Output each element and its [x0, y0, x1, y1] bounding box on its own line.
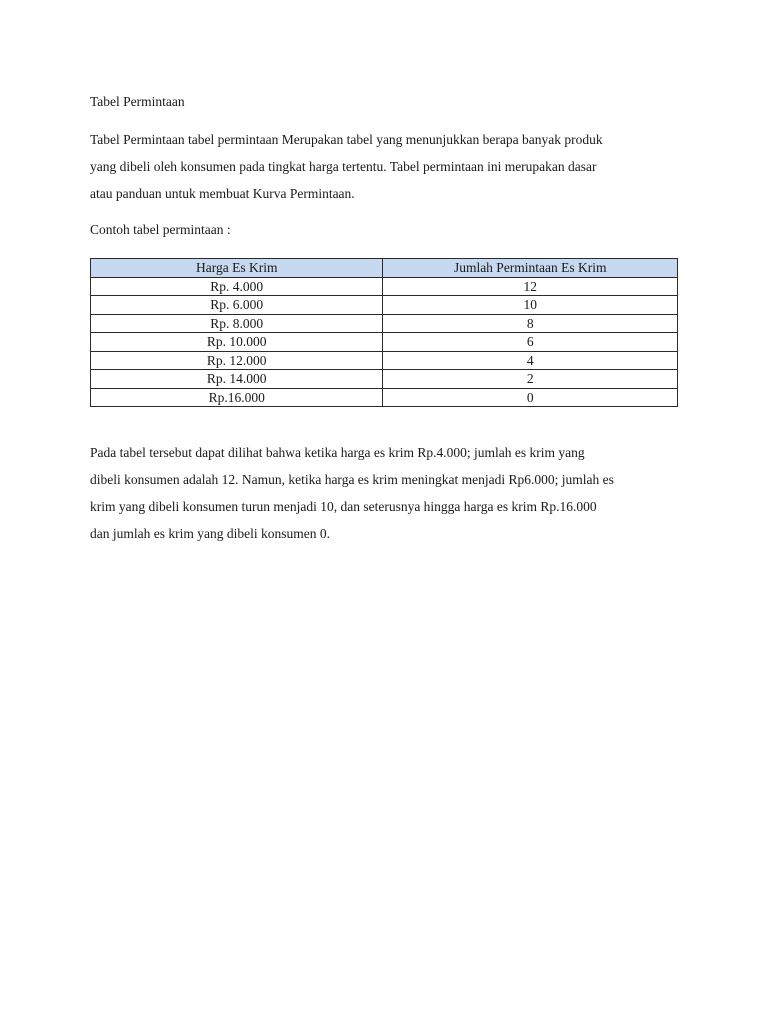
header-quantity: Jumlah Permintaan Es Krim — [383, 259, 678, 278]
quantity-cell: 0 — [383, 388, 678, 407]
price-cell: Rp. 4.000 — [91, 277, 383, 296]
conclusion-line: dibeli konsumen adalah 12. Namun, ketika harga es krim meningkat menjadi Rp6.000; jumlah es — [90, 472, 614, 487]
demand-table — [90, 258, 678, 407]
table-row — [91, 351, 678, 370]
quantity-cell: 4 — [383, 351, 678, 370]
price-cell: Rp. 6.000 — [91, 296, 383, 315]
quantity-cell: 2 — [383, 370, 678, 389]
quantity-cell: 10 — [383, 296, 678, 315]
price-cell: Rp. 12.000 — [91, 351, 383, 370]
header-price: Harga Es Krim — [91, 259, 383, 278]
intro-line: Tabel Permintaan tabel permintaan Merupakan tabel yang menunjukkan berapa banyak produk — [90, 132, 603, 147]
conclusion-paragraph — [90, 439, 690, 547]
table-row — [91, 333, 678, 352]
table-row — [91, 314, 678, 333]
example-label: Contoh tabel permintaan : — [90, 222, 231, 237]
intro-line: atau panduan untuk membuat Kurva Permintaan. — [90, 186, 355, 201]
conclusion-line: krim yang dibeli konsumen turun menjadi 10, dan seterusnya hingga harga es krim Rp.16.000 — [90, 499, 597, 514]
quantity-cell: 6 — [383, 333, 678, 352]
conclusion-line: Pada tabel tersebut dapat dilihat bahwa ketika harga es krim Rp.4.000; jumlah es krim yang — [90, 445, 585, 460]
table-row — [91, 388, 678, 407]
intro-line: yang dibeli oleh konsumen pada tingkat harga tertentu. Tabel permintaan ini merupakan dasar — [90, 159, 597, 174]
document-heading: Tabel Permintaan — [90, 94, 185, 109]
intro-paragraph — [90, 126, 680, 207]
price-cell: Rp. 8.000 — [91, 314, 383, 333]
table-row — [91, 370, 678, 389]
table-row — [91, 277, 678, 296]
price-cell: Rp. 10.000 — [91, 333, 383, 352]
conclusion-line: dan jumlah es krim yang dibeli konsumen 0. — [90, 526, 330, 541]
table-row — [91, 296, 678, 315]
quantity-cell: 8 — [383, 314, 678, 333]
price-cell: Rp. 14.000 — [91, 370, 383, 389]
quantity-cell: 12 — [383, 277, 678, 296]
price-cell: Rp.16.000 — [91, 388, 383, 407]
table-header-row — [91, 259, 678, 278]
